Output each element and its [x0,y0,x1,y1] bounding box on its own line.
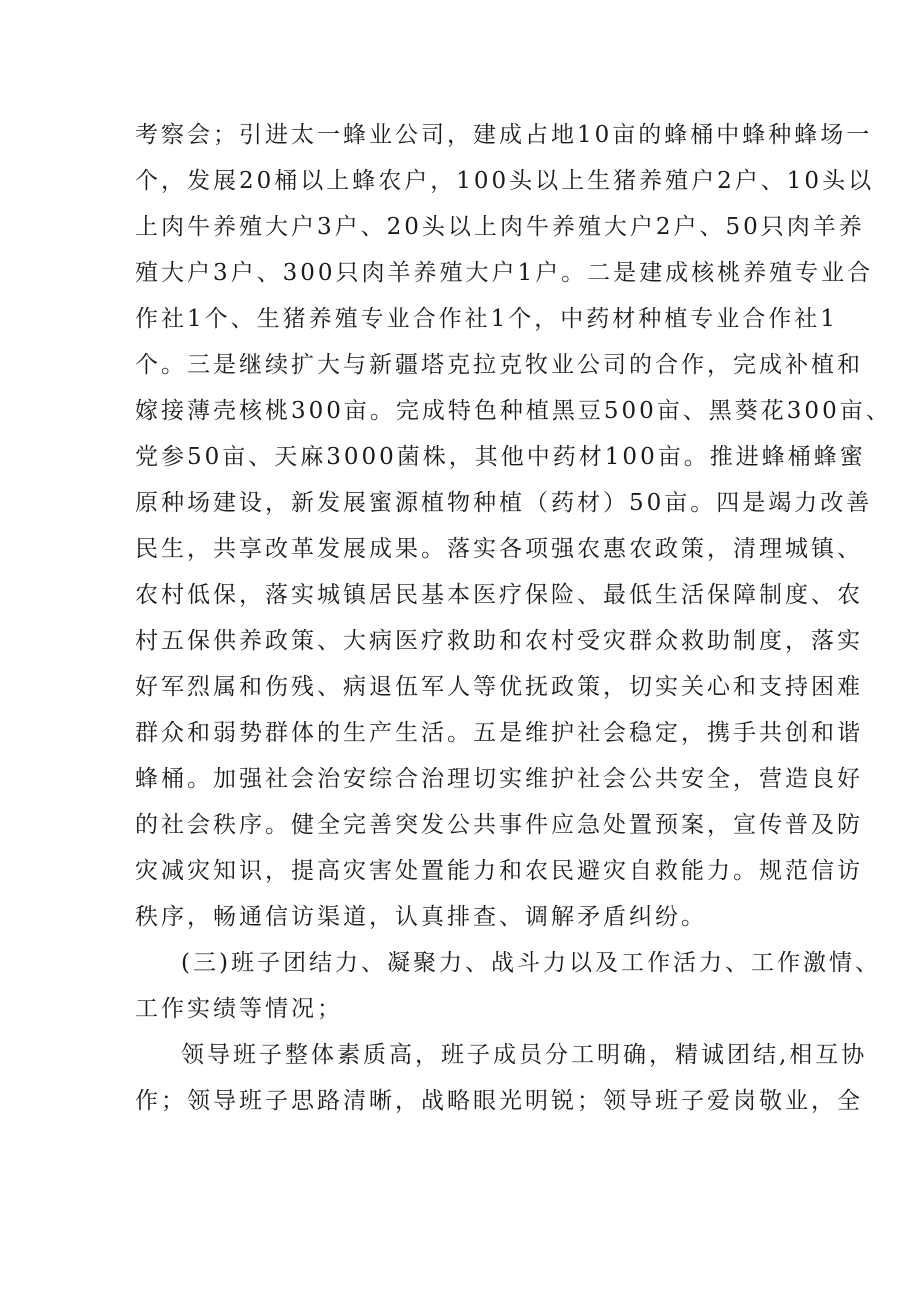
text-line: 个，发展20桶以上蜂农户，100头以上生猪养殖户2户、10头以 [135,168,875,194]
text-line: 作社1个、生猪养殖专业合作社1个，中药材种植专业合作社1 [135,306,838,332]
paragraph-start: 领导班子整体素质高，班子成员分工明确，精诚团结,相互协 [181,1042,868,1068]
text-line: 原种场建设，新发展蜜源植物种植（药材）50亩。四是竭力改善 [135,490,873,516]
text-line: 个。三是继续扩大与新疆塔克拉克牧业公司的合作，完成补植和 [135,352,863,378]
text-line: 好军烈属和伤残、病退伍军人等优抚政策，切实关心和支持困难 [135,674,863,700]
text-line: 的社会秩序。健全完善突发公共事件应急处置预案，宣传普及防 [135,812,863,838]
text-line: 蜂桶。加强社会治安综合治理切实维护社会公共安全，营造良好 [135,766,863,792]
section-heading-continuation: 工作实绩等情况； [135,996,343,1022]
text-line: 上肉牛养殖大户3户、20头以上肉牛养殖大户2户、50只肉羊养 [135,214,865,240]
section-heading: (三)班子团结力、凝聚力、战斗力以及工作活力、工作激情、 [181,950,881,976]
text-line: 农村低保，落实城镇居民基本医疗保险、最低生活保障制度、农 [135,582,863,608]
text-line: 考察会；引进太一蜂业公司，建成占地10亩的蜂桶中蜂种蜂场一 [135,122,873,148]
text-line: 作；领导班子思路清晰，战略眼光明锐；领导班子爱岗敬业，全 [135,1088,863,1114]
text-line: 党参50亩、天麻3000菌株，其他中药材100亩。推进蜂桶蜂蜜 [135,444,866,470]
text-line: 殖大户3户、300只肉羊养殖大户1户。二是建成核桃养殖专业合 [135,260,874,286]
text-line: 灾减灾知识，提高灾害处置能力和农民避灾自救能力。规范信访 [135,858,863,884]
text-line: 秩序，畅通信访渠道，认真排查、调解矛盾纠纷。 [135,904,707,930]
text-line: 村五保供养政策、大病医疗救助和农村受灾群众救助制度，落实 [135,628,863,654]
text-line: 群众和弱势群体的生产生活。五是维护社会稳定，携手共创和谐 [135,720,863,746]
body-text [135,112,892,1124]
text-line: 民生，共享改革发展成果。落实各项强农惠农政策，清理城镇、 [135,536,863,562]
text-line: 嫁接薄壳核桃300亩。完成特色种植黑豆500亩、黑葵花300亩、 [135,398,892,424]
